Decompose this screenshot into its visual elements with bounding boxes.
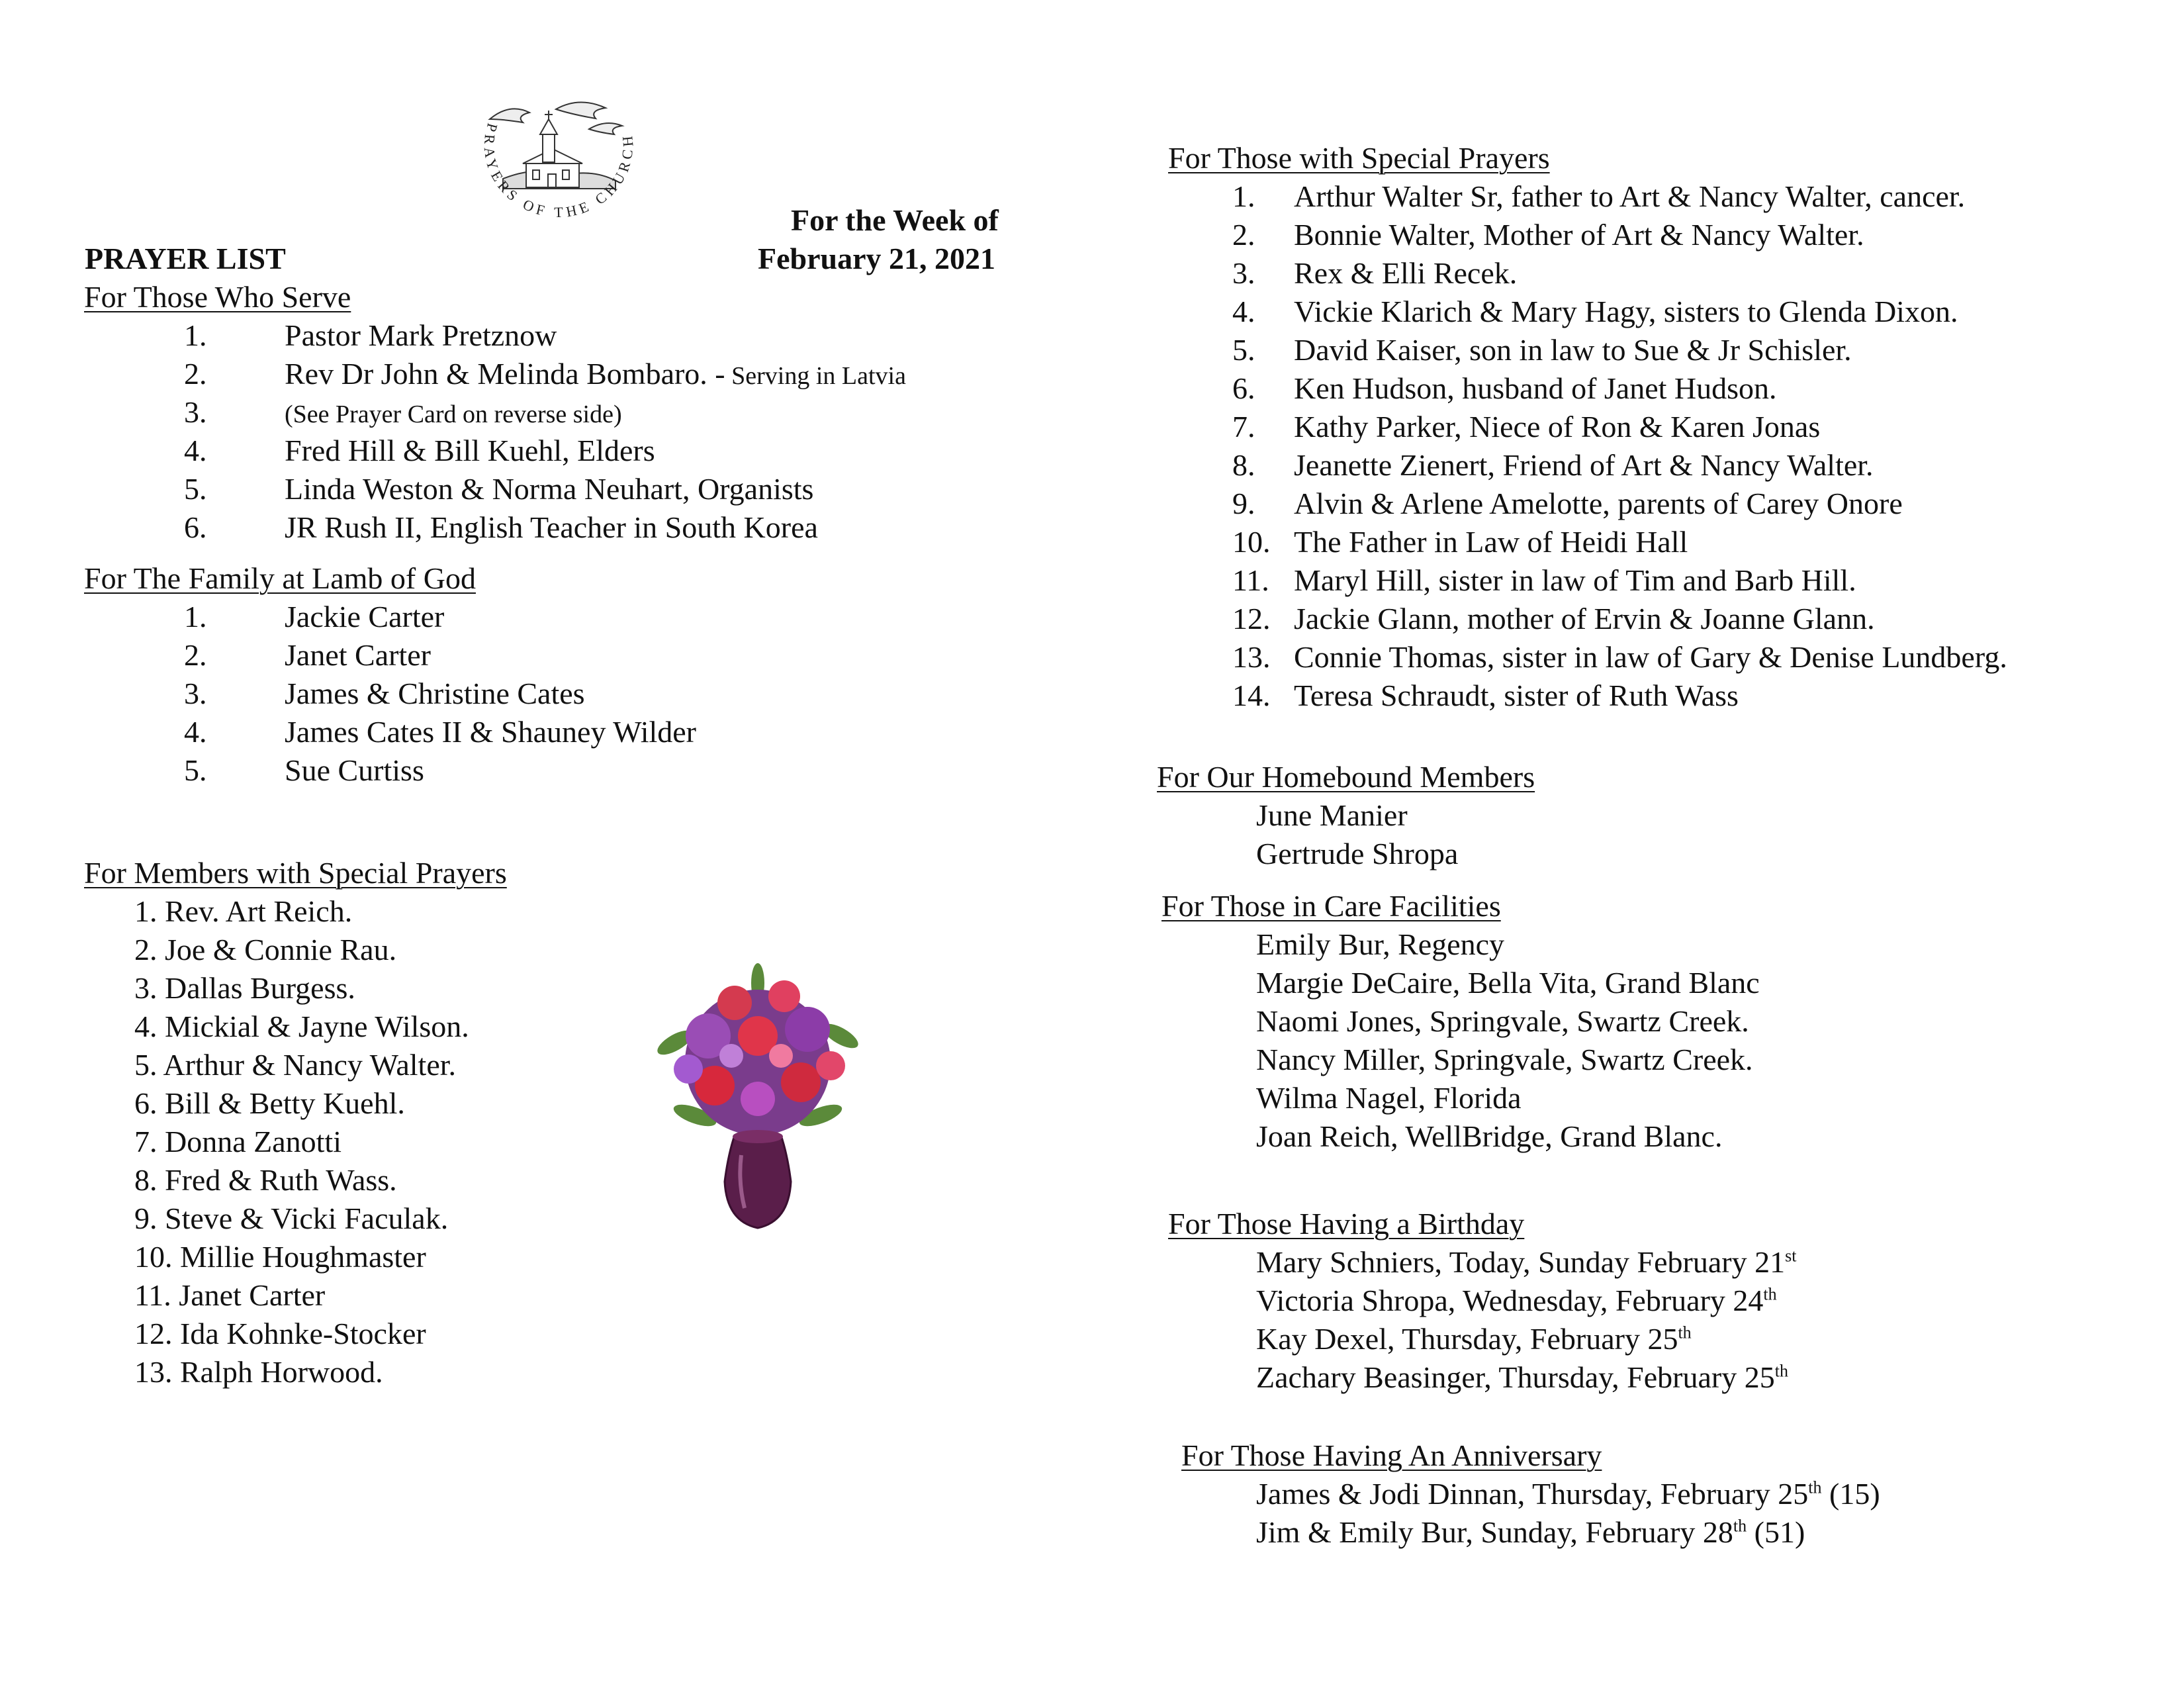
- serve-list-item: [184, 470, 814, 508]
- birthday-item-text: Victoria Shropa, Wednesday, February 24: [1256, 1284, 1764, 1317]
- special-item-number: 11.: [1232, 563, 1269, 597]
- serve-item-text: Pastor Mark Pretznow: [285, 318, 557, 352]
- serve-list-item: [184, 393, 622, 432]
- serve-list-item: [184, 508, 818, 547]
- special-item-number: 5.: [1232, 333, 1255, 367]
- flower-vase-image: [649, 957, 867, 1235]
- special-item-number: 13.: [1232, 640, 1271, 674]
- special-list-item: [1232, 331, 1852, 369]
- family-item-number: 5.: [184, 753, 207, 787]
- members-list-item: 3. Dallas Burgess.: [134, 971, 355, 1005]
- serve-item-text: JR Rush II, English Teacher in South Korea: [285, 510, 818, 544]
- care-list-item: Emily Bur, Regency: [1256, 927, 1505, 961]
- special-item-text: David Kaiser, son in law to Sue & Jr Schisler.: [1294, 333, 1852, 367]
- week-label: For the Week of: [791, 203, 999, 237]
- care-list-item: Joan Reich, WellBridge, Grand Blanc.: [1256, 1119, 1723, 1153]
- family-item-text: Jackie Carter: [285, 600, 445, 633]
- anniversary-item-ordinal: th: [1733, 1516, 1747, 1536]
- birthday-item-text: Kay Dexel, Thursday, February 25: [1256, 1322, 1678, 1356]
- special-item-text: Connie Thomas, sister in law of Gary & Denise Lundberg.: [1294, 640, 2007, 674]
- special-item-text: Jeanette Zienert, Friend of Art & Nancy Walter.: [1294, 448, 1874, 482]
- section-heading-care: For Those in Care Facilities: [1161, 889, 1501, 923]
- family-item-text: Sue Curtiss: [285, 753, 424, 787]
- birthday-list-item: [1256, 1358, 1788, 1397]
- members-list-item: 9. Steve & Vicki Faculak.: [134, 1201, 449, 1235]
- special-item-text: Bonnie Walter, Mother of Art & Nancy Walter.: [1294, 218, 1864, 252]
- special-list-item: [1232, 523, 1688, 561]
- special-list-item: [1232, 638, 2007, 677]
- members-list-item: 13. Ralph Horwood.: [134, 1355, 383, 1389]
- special-item-text: The Father in Law of Heidi Hall: [1294, 525, 1688, 559]
- serve-item-text: Linda Weston & Norma Neuhart, Organists: [285, 472, 814, 506]
- care-list-item: Naomi Jones, Springvale, Swartz Creek.: [1256, 1004, 1749, 1038]
- serve-item-number: 4.: [184, 434, 207, 467]
- anniversary-item-years: (15): [1821, 1477, 1880, 1511]
- special-list-item: [1232, 216, 1864, 254]
- members-list-item: 1. Rev. Art Reich.: [134, 894, 353, 928]
- special-list-item: [1232, 408, 1821, 446]
- section-heading-special: For Those with Special Prayers: [1168, 141, 1550, 175]
- special-item-text: Vickie Klarich & Mary Hagy, sisters to Glenda Dixon.: [1294, 295, 1958, 328]
- care-list-item: Margie DeCaire, Bella Vita, Grand Blanc: [1256, 966, 1760, 1000]
- special-item-text: Ken Hudson, husband of Janet Hudson.: [1294, 371, 1777, 405]
- special-item-text: Jackie Glann, mother of Ervin & Joanne Glann.: [1294, 602, 1875, 635]
- serve-item-number: 2.: [184, 357, 207, 391]
- birthday-item-text: Mary Schniers, Today, Sunday February 21: [1256, 1245, 1786, 1279]
- special-item-number: 4.: [1232, 295, 1255, 328]
- serve-item-note: Serving in Latvia: [725, 362, 906, 390]
- serve-item-text: Fred Hill & Bill Kuehl, Elders: [285, 434, 655, 467]
- care-list-item: Nancy Miller, Springvale, Swartz Creek.: [1256, 1043, 1753, 1076]
- anniversary-item-text: James & Jodi Dinnan, Thursday, February 25: [1256, 1477, 1809, 1511]
- anniversary-item-years: (51): [1747, 1515, 1805, 1549]
- special-list-item: [1232, 600, 1875, 638]
- special-item-text: Kathy Parker, Niece of Ron & Karen Jonas: [1294, 410, 1821, 444]
- special-item-number: 7.: [1232, 410, 1255, 444]
- special-item-number: 10.: [1232, 525, 1271, 559]
- serve-item-text: Rev Dr John & Melinda Bombaro. - Serving in Latvia: [285, 357, 906, 391]
- birthday-list-item: [1256, 1243, 1796, 1282]
- birthday-item-ordinal: st: [1785, 1246, 1797, 1266]
- anniversary-item-ordinal: th: [1808, 1477, 1822, 1497]
- anniversary-list-item: [1256, 1475, 1880, 1513]
- special-item-number: 3.: [1232, 256, 1255, 290]
- special-item-text: Teresa Schraudt, sister of Ruth Wass: [1294, 679, 1739, 712]
- special-item-number: 6.: [1232, 371, 1255, 405]
- family-list-item: [184, 636, 431, 675]
- section-heading-family: For The Family at Lamb of God: [84, 561, 476, 595]
- family-item-number: 4.: [184, 715, 207, 749]
- special-list-item: [1232, 293, 1958, 331]
- serve-list-item: [184, 432, 655, 470]
- special-item-number: 12.: [1232, 602, 1271, 635]
- birthday-list-item: [1256, 1282, 1777, 1320]
- family-list-item: [184, 751, 424, 790]
- church-logo: [463, 96, 655, 238]
- family-item-text: James & Christine Cates: [285, 677, 585, 710]
- special-list-item: [1232, 485, 1903, 523]
- family-item-number: 3.: [184, 677, 207, 710]
- vase-icon: [725, 1130, 791, 1228]
- special-item-number: 8.: [1232, 448, 1255, 482]
- section-heading-anniversary: For Those Having An Anniversary: [1181, 1438, 1602, 1472]
- homebound-list-item: June Manier: [1256, 798, 1408, 832]
- special-item-number: 14.: [1232, 679, 1271, 712]
- birthday-item-ordinal: th: [1774, 1361, 1788, 1381]
- special-item-text: Maryl Hill, sister in law of Tim and Barb Hill.: [1294, 563, 1856, 597]
- special-list-item: [1232, 677, 1739, 715]
- anniversary-item-text: Jim & Emily Bur, Sunday, February 28: [1256, 1515, 1733, 1549]
- special-list-item: [1232, 446, 1874, 485]
- members-list-item: 7. Donna Zanotti: [134, 1125, 341, 1158]
- members-list-item: 11. Janet Carter: [134, 1278, 326, 1312]
- dove-icon: [490, 102, 622, 134]
- birthday-list-item: [1256, 1320, 1692, 1358]
- family-item-number: 2.: [184, 638, 207, 672]
- section-heading-homebound: For Our Homebound Members: [1157, 760, 1535, 794]
- birthday-item-ordinal: th: [1678, 1323, 1692, 1342]
- members-list-item: 6. Bill & Betty Kuehl.: [134, 1086, 405, 1120]
- birthday-item-text: Zachary Beasinger, Thursday, February 25: [1256, 1360, 1775, 1394]
- members-list-item: 10. Millie Houghmaster: [134, 1240, 426, 1274]
- special-item-text: Arthur Walter Sr, father to Art & Nancy Walter, cancer.: [1294, 179, 1966, 213]
- family-item-text: James Cates II & Shauney Wilder: [285, 715, 696, 749]
- members-list-item: 5. Arthur & Nancy Walter.: [134, 1048, 457, 1082]
- care-list-item: Wilma Nagel, Florida: [1256, 1081, 1522, 1115]
- serve-list-item: [184, 316, 557, 355]
- members-list-item: 2. Joe & Connie Rau.: [134, 933, 397, 966]
- serve-item-number: 5.: [184, 472, 207, 506]
- members-list-item: 8. Fred & Ruth Wass.: [134, 1163, 397, 1197]
- special-item-number: 9.: [1232, 487, 1255, 520]
- family-list-item: [184, 713, 696, 751]
- family-list-item: [184, 598, 445, 636]
- members-list-item: 12. Ida Kohnke-Stocker: [134, 1317, 426, 1350]
- family-item-number: 1.: [184, 600, 207, 633]
- homebound-list-item: Gertrude Shropa: [1256, 837, 1459, 870]
- special-item-number: 1.: [1232, 179, 1255, 213]
- anniversary-list-item: [1256, 1513, 1805, 1552]
- section-heading-birthday: For Those Having a Birthday: [1168, 1207, 1525, 1241]
- special-item-text: Alvin & Arlene Amelotte, parents of Carey Onore: [1294, 487, 1903, 520]
- members-list-item: 4. Mickial & Jayne Wilson.: [134, 1009, 469, 1043]
- special-list-item: [1232, 177, 1966, 216]
- serve-item-text: [285, 393, 622, 434]
- serve-item-number: 1.: [184, 318, 207, 352]
- special-item-text: Rex & Elli Recek.: [1294, 256, 1518, 290]
- special-list-item: [1232, 254, 1518, 293]
- serve-item-note: (See Prayer Card on reverse side): [285, 400, 622, 428]
- special-item-number: 2.: [1232, 218, 1255, 252]
- section-heading-members: For Members with Special Prayers: [84, 856, 507, 890]
- special-list-item: [1232, 561, 1856, 600]
- page-title: PRAYER LIST: [85, 242, 286, 275]
- serve-item-number: 3.: [184, 395, 207, 429]
- serve-list-item: [184, 355, 906, 393]
- logo-ring-text: PRAYERS OF THE CHURCH: [480, 121, 637, 221]
- family-list-item: [184, 675, 585, 713]
- family-item-text: Janet Carter: [285, 638, 431, 672]
- section-heading-serve: For Those Who Serve: [84, 280, 351, 314]
- birthday-item-ordinal: th: [1763, 1284, 1777, 1304]
- serve-item-number: 6.: [184, 510, 207, 544]
- special-list-item: [1232, 369, 1777, 408]
- week-date: February 21, 2021: [758, 242, 996, 275]
